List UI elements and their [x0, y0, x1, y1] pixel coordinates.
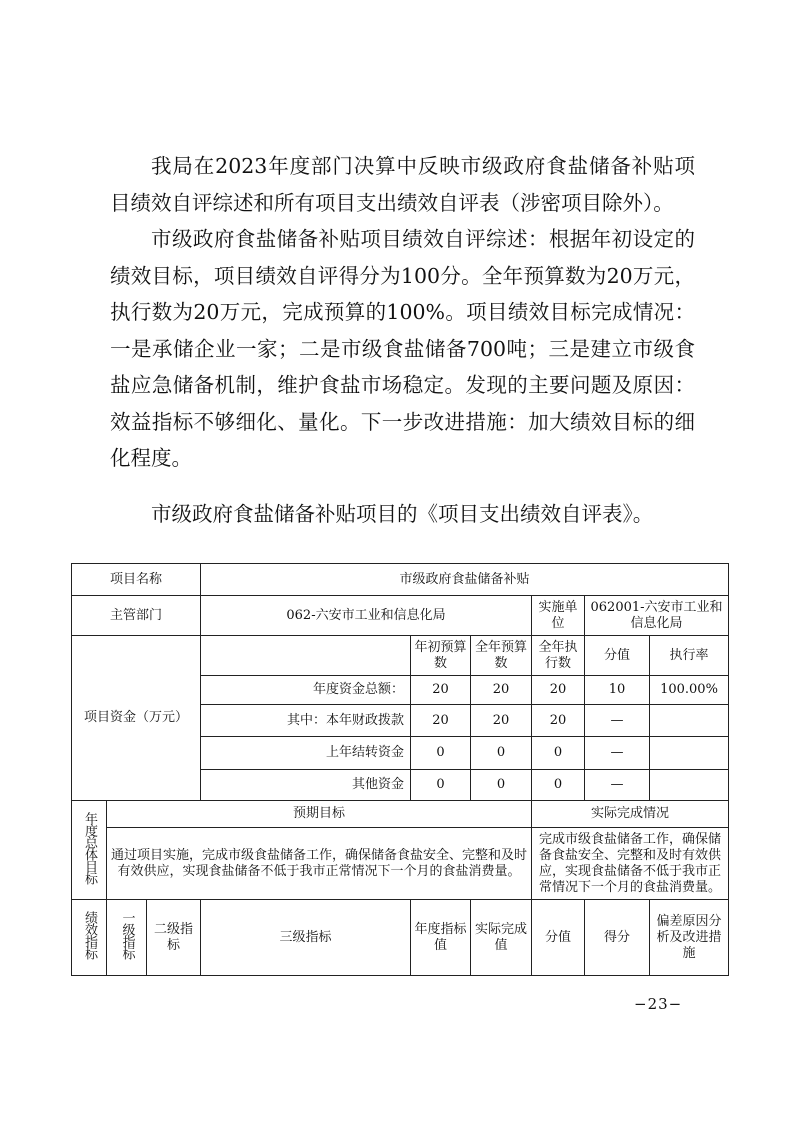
impl-label: 实施单位	[532, 596, 585, 636]
funds-label: 项目资金（万元）	[72, 636, 201, 801]
header-annual-execution: 全年执行数	[532, 636, 585, 676]
indicator-header-row	[72, 900, 729, 976]
fund-cell: 20	[411, 705, 471, 737]
fund-row-label: 其中：本年财政拨款	[201, 705, 411, 737]
dept-label: 主管部门	[72, 596, 201, 636]
header-score: 分值	[585, 636, 650, 676]
annual-goal-label	[72, 801, 107, 900]
level1-header	[107, 900, 147, 976]
goal-header-row	[72, 801, 729, 828]
page-number: −23−	[634, 995, 683, 1013]
fund-cell: 20	[471, 705, 532, 737]
indicator-label-text: 绩效指标	[82, 911, 97, 959]
fund-cell	[650, 737, 729, 770]
intro-paragraph: 我局在2023年度部门决算中反映市级政府食盐储备补贴项目绩效自评综述和所有项目支出绩效自评表（涉密项目除外）。	[110, 154, 695, 215]
points-header: 得分	[585, 900, 650, 976]
indicator-label	[72, 900, 107, 976]
fund-row-label: 年度资金总额：	[201, 676, 411, 705]
level2-header: 二级指标	[147, 900, 201, 976]
fund-cell: 20	[471, 676, 532, 705]
header-annual-budget: 全年预算数	[471, 636, 532, 676]
funds-header-blank	[201, 636, 411, 676]
score-header: 分值	[532, 900, 585, 976]
project-name-row	[72, 564, 729, 596]
fund-cell: —	[585, 770, 650, 801]
goal-content-row	[72, 828, 729, 900]
fund-cell: 20	[532, 676, 585, 705]
fund-row-label: 上年结转资金	[201, 737, 411, 770]
header-initial-budget: 年初预算数	[411, 636, 471, 676]
fund-cell: 0	[471, 737, 532, 770]
level1-header-text: 一级指标	[119, 911, 135, 959]
fund-row-label: 其他资金	[201, 770, 411, 801]
dept-value: 062-六安市工业和信息化局	[201, 596, 532, 636]
fund-cell: 0	[411, 770, 471, 801]
expected-goal-header: 预期目标	[107, 801, 532, 828]
fund-cell	[650, 770, 729, 801]
fund-cell	[650, 705, 729, 737]
project-name-label: 项目名称	[72, 564, 201, 596]
table-caption-paragraph: 市级政府食盐储备补贴项目的《项目支出绩效自评表》。	[151, 502, 654, 526]
fund-cell: 100.00%	[650, 676, 729, 705]
deviation-header: 偏差原因分析及改进措施	[650, 900, 729, 976]
fund-cell: 0	[532, 737, 585, 770]
impl-value: 062001-六安市工业和信息化局	[585, 596, 729, 636]
performance-self-evaluation-table	[71, 563, 729, 976]
project-name-value: 市级政府食盐储备补贴	[201, 564, 729, 596]
level3-header: 三级指标	[201, 900, 411, 976]
fund-cell: 0	[411, 737, 471, 770]
fund-cell: —	[585, 737, 650, 770]
fund-cell: 20	[532, 705, 585, 737]
department-row	[72, 596, 729, 636]
annual-goal-text: 年度总体目标	[82, 811, 97, 884]
fund-cell: 0	[532, 770, 585, 801]
header-execution-rate: 执行率	[650, 636, 729, 676]
fund-cell: 10	[585, 676, 650, 705]
expected-goal-text: 通过项目实施，完成市级食盐储备工作，确保储备食盐安全、完整和及时有效供应，实现食盐储备不低于我市正常情况下一个月的食盐消费量。	[107, 828, 532, 900]
fund-cell: —	[585, 705, 650, 737]
annual-target-header: 年度指标值	[411, 900, 471, 976]
fund-cell: 20	[411, 676, 471, 705]
summary-paragraph: 市级政府食盐储备补贴项目绩效自评综述：根据年初设定的绩效目标，项目绩效自评得分为100分。全年预算数为20万元，执行数为20万元，完成预算的100%。项目绩效目标完成情况：一是承储企业一家；二是市级食盐储备700吨；三是建立市级食盐应急储备机制，维护食盐市场稳定。发现的主要问题及原因：效益指标不够细化、量化。下一步改进措施：加大绩效目标的细化程度。	[110, 227, 695, 470]
actual-completion-text: 完成市级食盐储备工作，确保储备食盐安全、完整和及时有效供应，实现食盐储备不低于我市正常情况下一个月的食盐消费量。	[532, 828, 729, 900]
actual-completion-header: 实际完成情况	[532, 801, 729, 828]
actual-value-header: 实际完成值	[471, 900, 532, 976]
funds-header-row	[72, 636, 729, 676]
fund-cell: 0	[471, 770, 532, 801]
